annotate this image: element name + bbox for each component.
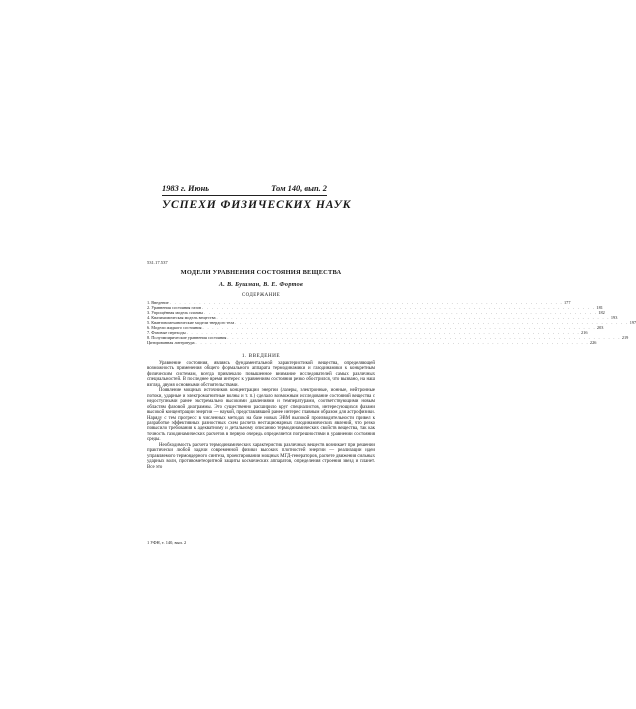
toc-item-page: 177 (564, 300, 571, 305)
toc-item-label: 2. Уравнения состояния газов (147, 305, 202, 311)
table-of-contents (147, 300, 636, 346)
toc-item-label: 5. Квантовомеханические модели твердого тела (147, 320, 235, 326)
toc-leader-dots: . . . . . . . . . . . . . . . . . . . . . . . . . . . . . . . . . . . . . . . . . . . . . . . . . . . . . . . . . . . . . . . . . . . . . . . . . . . . . . . . (203, 310, 598, 316)
body-paragraph: Необходимость расчета термодинамических характеристик различных веществ возникает при решении практически любой задачи современной физики высоких плотностей энергии — реализации идеи управляемого термоядерного синтеза, проектировании мощных МГД-генераторов, расчете движения сильных ударных волн, противометеоритной защиты космических аппаратов, определения строения звезд и планет. Все это (147, 442, 375, 470)
toc-item-label: 6. Модели жидкого состояния (147, 325, 202, 331)
toc-item-page: 216 (581, 330, 588, 336)
contents-heading: СОДЕРЖАНИЕ (241, 293, 281, 298)
toc-leader-dots: . . . . . . . . . . . . . . . . . . . . . . . . . . . . . . . . . . . . . . . . . . . . . . . . . . . . . . . . . . . . . . . . . . . . . . . . . . . . . . . . (202, 305, 596, 311)
toc-item-page: 181 (596, 305, 603, 311)
toc-leader-dots: . . . . . . . . . . . . . . . . . . . . . . . . . . . . . . . . . . . . . . . . . . . . . . . . . . . . . . . . . . . . . . . . . . . . . . . . . . . . . . . . (202, 325, 596, 331)
body-text (147, 361, 375, 470)
toc-item-label: 8. Полуэмпирические уравнения состояния (147, 335, 227, 341)
toc-item-label: 3. Упрощённая модель плазмы (147, 310, 203, 316)
toc-leader-dots: . . . . . . . . . . . . . . . . . . . . . . . . . . . . . . . . . . . . . . . . . . . . . . . . . . . . . . . . . . . . . . . . . . . . . . . . . . . . . . . . (227, 335, 621, 341)
article-title: МОДЕЛИ УРАВНЕНИЯ СОСТОЯНИЯ ВЕЩЕСТВА (180, 269, 342, 276)
journal-header (162, 184, 352, 212)
body-paragraph: Уравнение состояния, являясь фундаментальной характеристикой вещества, определяющей возможность применения общего формального аппарата термодинамики и газодинамики к конкретным физическим системам, всегда привлекало повышенное внимание исследователей самых различных специальностей. В последнее время интерес к уравнениям состояния резко обострился, что вызвано, на наш взгляд, двумя основными обстоятельствами. (147, 361, 375, 388)
toc-item-label: 1. Введение (147, 300, 169, 305)
toc-item-page: 193 (610, 315, 618, 321)
toc-item-page: 226 (589, 340, 597, 346)
footnote: 1 УФН, т. 140, вып. 2 (147, 540, 187, 545)
toc-item-label: Цитированная литература (147, 340, 195, 346)
toc-item-page: 203 (596, 325, 604, 331)
issue-volume: Том 140, вып. 2 (271, 184, 327, 193)
toc-leader-dots: . . . . . . . . . . . . . . . . . . . . . . . . . . . . . . . . . . . . . . . . . . . . . . . . . . . . . . . . . . . . . . . . . . . . . . . . . . . . . . . . (169, 300, 564, 305)
toc-item-label: 4. Квазихимическая модель вещества (147, 315, 216, 321)
journal-title: УСПЕХИ ФИЗИЧЕСКИХ НАУК (162, 197, 352, 211)
toc-leader-dots: . . . . . . . . . . . . . . . . . . . . . . . . . . . . . . . . . . . . . . . . . . . . . . . . . . . . . . . . . . . . . . . . . . . . . . . . . . . . . . . . (186, 330, 581, 336)
issue-date: 1983 г. Июнь (162, 184, 210, 193)
toc-leader-dots: . . . . . . . . . . . . . . . . . . . . . . . . . . . . . . . . . . . . . . . . . . . . . . . . . . . . . . . . . . . . . . . . . . . . . . . . . . . . . . . . (195, 340, 589, 346)
issue-line (162, 184, 327, 194)
toc-item-page: 182 (598, 310, 605, 316)
toc-item-page: 197 (629, 320, 636, 326)
toc-item-label: 7. Фазовые переходы (147, 330, 186, 336)
udc-code: 531.17.537 (147, 260, 168, 265)
toc-item-page: 219 (621, 335, 629, 341)
toc-leader-dots: . . . . . . . . . . . . . . . . . . . . . . . . . . . . . . . . . . . . . . . . . . . . . . . . . . . . . . . . . . . . . . . . . . . . . . . . . . . . . . . . (216, 315, 610, 321)
header-rule (162, 195, 327, 196)
toc-item (147, 340, 597, 346)
section-heading: 1. ВВЕДЕНИЕ (241, 353, 281, 359)
body-paragraph: Появление мощных источников концентрации энергии (лазеры, электронные, ионные, нейтронные потоки, ударные и электромагнитные волны и т. п.) сделало возможным исследование состояний вещества с недоступными ранее экстремально высокими давлениями и температурами, соответствующими новым областям фазовой диаграммы. Это существенно расширило круг специалистов, интересующихся фазами высокой концентрации энергии — наукой, представлявшей ранее интерес главным образом для астрофизики. Наряду с тем прогресс в численных методах на базе новых ЭВМ высокой производительности привел к разработке эффективных разностных схем расчета нестационарных газодинамических явлений, что резко повысило требования к адекватному и детальному описанию термодинамических свойств вещества, так как точность газодинамических расчетов в первую очередь определяется погрешностями в уравнении состояния среды. (147, 388, 375, 443)
article-authors: А. В. Бушман, В. Е. Фортов (218, 281, 304, 288)
toc-leader-dots: . . . . . . . . . . . . . . . . . . . . . . . . . . . . . . . . . . . . . . . . . . . . . . . . . . . . . . . . . . . . . . . . . . . . . . . . . . . . . . . . (235, 320, 629, 326)
